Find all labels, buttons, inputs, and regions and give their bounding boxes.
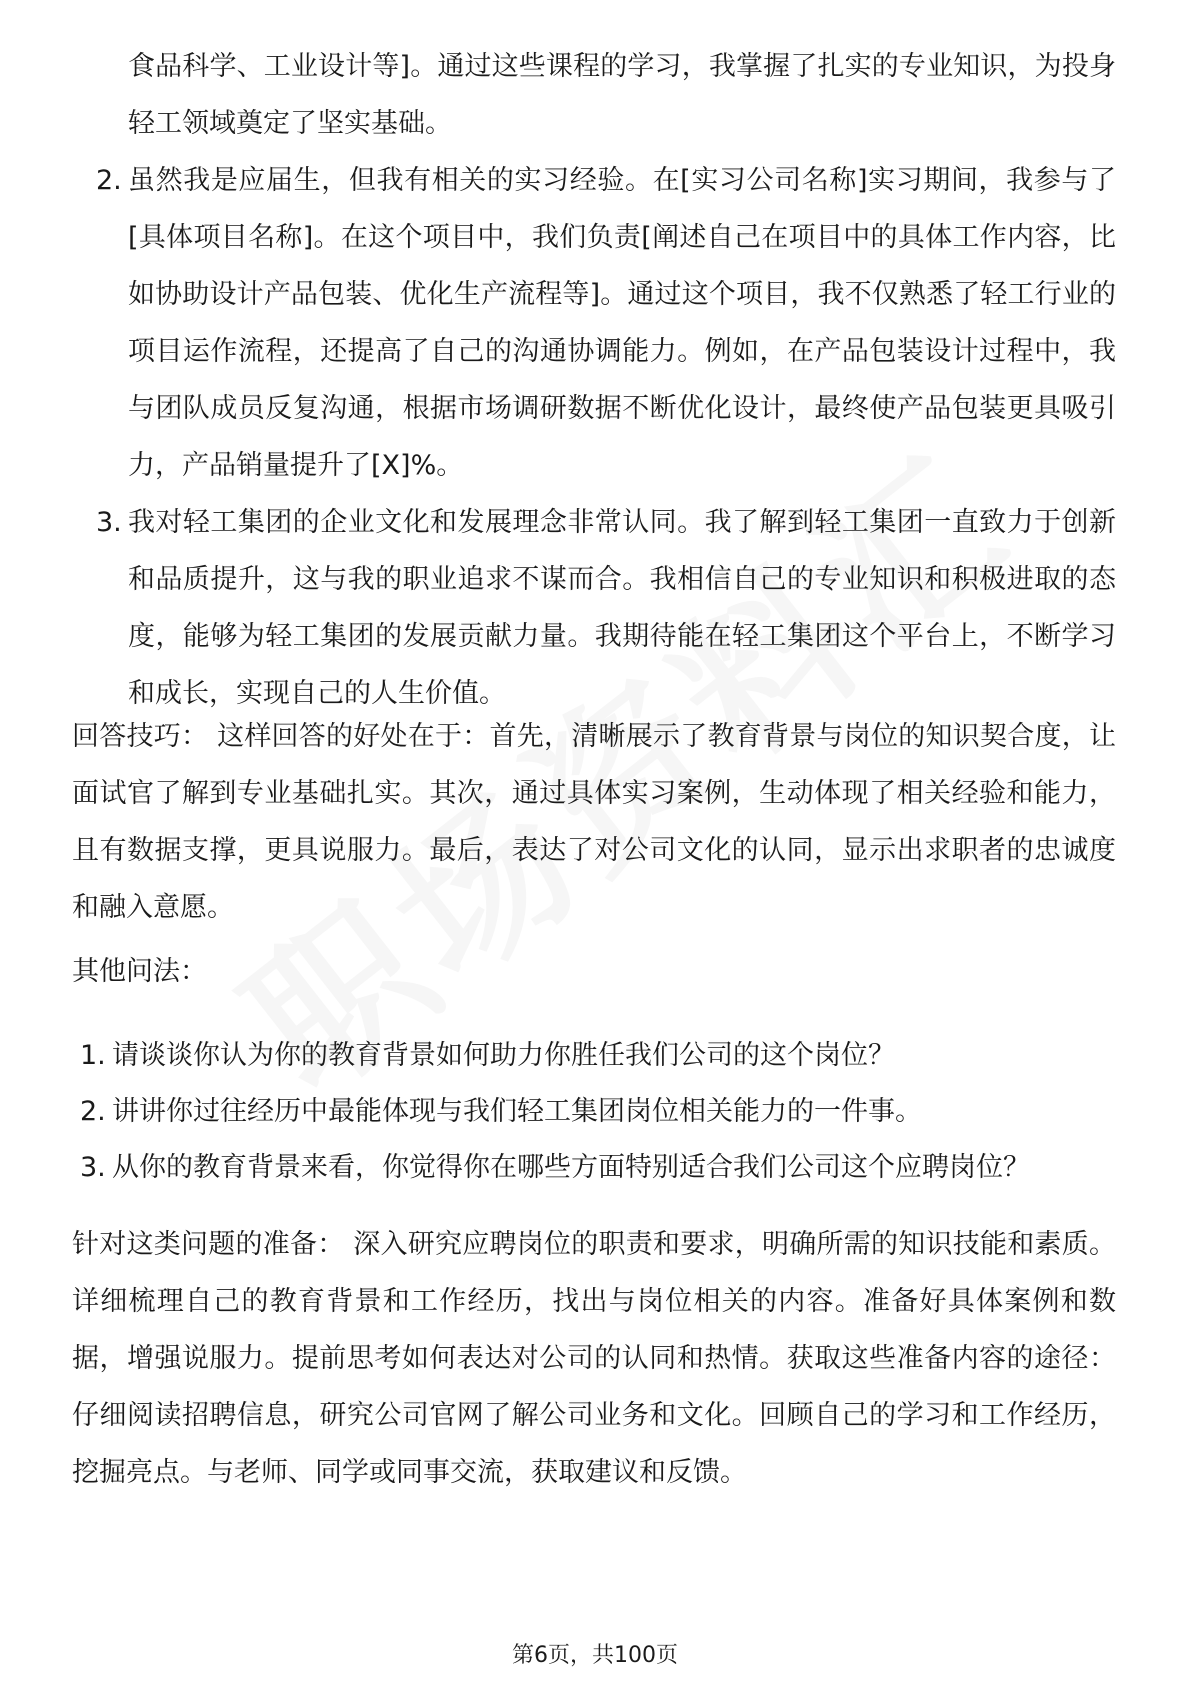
other-questions-heading: 其他问法： xyxy=(72,956,207,987)
preparation-text: 针对这类问题的准备： 深入研究应聘岗位的职责和要求，明确所需的知识技能和素质。详细梳理自己的教育背景和工作经历，找出与岗位相关的内容。准备好具体案例和数据，增强说服力。提前思考如何表达对公司的认同和热情。获取这些准备内容的途径：仔细阅读招聘信息，研究公司官网了解公司业务和文化。回顾自己的学习和工作经历，挖掘亮点。与老师、同学或同事交流，获取建议和反馈。 xyxy=(72,1229,1116,1488)
answer-list xyxy=(96,38,1116,722)
page-footer: 第6页，共100页 xyxy=(512,1643,678,1668)
list-number: 1. xyxy=(80,1040,106,1071)
list-item xyxy=(80,1028,1116,1084)
list-number: 3. xyxy=(96,507,122,538)
list-number: 2. xyxy=(96,165,122,196)
list-text: 食品科学、工业设计等]。通过这些课程的学习，我掌握了扎实的专业知识，为投身轻工领域奠定了坚实基础。 xyxy=(128,51,1116,139)
list-number: 3. xyxy=(80,1152,106,1183)
list-item xyxy=(96,152,1116,494)
list-item xyxy=(96,38,1116,152)
list-text: 从你的教育背景来看，你觉得你在哪些方面特别适合我们公司这个应聘岗位？ xyxy=(112,1152,1030,1183)
answer-tips: 回答技巧： 这样回答的好处在于：首先，清晰展示了教育背景与岗位的知识契合度，让面试官了解到专业基础扎实。其次，通过具体实习案例，生动体现了相关经验和能力，且有数据支撑，更具说服力。最后，表达了对公司文化的认同，显示出求职者的忠诚度和融入意愿。 xyxy=(72,721,1116,923)
list-text: 请谈谈你认为你的教育背景如何助力你胜任我们公司的这个岗位？ xyxy=(112,1040,895,1071)
list-number: 2. xyxy=(80,1096,106,1127)
list-item xyxy=(96,494,1116,722)
list-text: 讲讲你过往经历中最能体现与我们轻工集团岗位相关能力的一件事。 xyxy=(112,1096,922,1127)
other-questions-list xyxy=(80,1028,1116,1196)
list-text: 虽然我是应届生，但我有相关的实习经验。在[实习公司名称]实习期间，我参与了[具体项目名称]。在这个项目中，我们负责[阐述自己在项目中的具体工作内容，比如协助设计产品包装、优化生产流程等]。通过这个项目，我不仅熟悉了轻工行业的项目运作流程，还提高了自己的沟通协调能力。例如，在产品包装设计过程中，我与团队成员反复沟通，根据市场调研数据不断优化设计，最终使产品包装更具吸引力，产品销量提升了[X]%。 xyxy=(128,165,1116,481)
list-text: 我对轻工集团的企业文化和发展理念非常认同。我了解到轻工集团一直致力于创新和品质提升，这与我的职业追求不谋而合。我相信自己的专业知识和积极进取的态度，能够为轻工集团的发展贡献力量。我期待能在轻工集团这个平台上，不断学习和成长，实现自己的人生价值。 xyxy=(128,507,1116,709)
list-item xyxy=(80,1084,1116,1140)
list-item xyxy=(80,1140,1116,1196)
